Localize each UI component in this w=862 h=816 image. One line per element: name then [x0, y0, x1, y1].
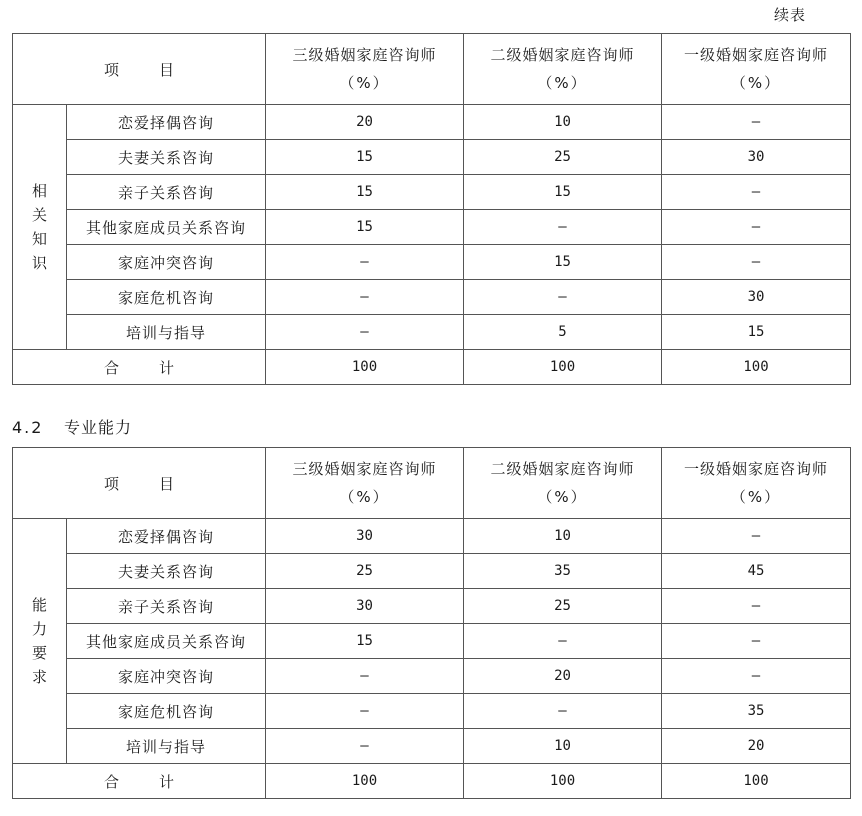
- category-char: 相: [31, 182, 47, 200]
- value-cell: 35: [464, 554, 662, 589]
- value-cell: 10: [464, 105, 662, 140]
- item-cell: 夫妻关系咨询: [67, 140, 266, 175]
- header-level-1: [266, 448, 464, 519]
- weight-table-skills: [12, 447, 851, 799]
- level-name: 二级婚姻家庭咨询师: [490, 46, 635, 64]
- continued-label: 续表: [774, 6, 807, 24]
- value-cell: —: [266, 659, 464, 694]
- level-name: 三级婚姻家庭咨询师: [292, 46, 437, 64]
- table-row: [13, 210, 851, 245]
- total-row: [13, 764, 851, 799]
- category-char: 知: [31, 230, 47, 248]
- table-row: [13, 729, 851, 764]
- header-level-2: [464, 34, 662, 105]
- category-char: 力: [31, 620, 47, 638]
- header-item: 项目: [13, 448, 266, 519]
- total-value: 100: [464, 764, 662, 799]
- header-level-2: [464, 448, 662, 519]
- level-name: 二级婚姻家庭咨询师: [490, 460, 635, 478]
- total-row: [13, 350, 851, 385]
- item-cell: 恋爱择偶咨询: [67, 519, 266, 554]
- item-cell: 培训与指导: [67, 729, 266, 764]
- level-name: 一级婚姻家庭咨询师: [684, 46, 829, 64]
- value-cell: —: [266, 315, 464, 350]
- value-cell: 30: [662, 280, 851, 315]
- value-cell: —: [662, 175, 851, 210]
- item-cell: 家庭危机咨询: [67, 694, 266, 729]
- total-value: 100: [662, 350, 851, 385]
- value-cell: 35: [662, 694, 851, 729]
- value-cell: —: [662, 210, 851, 245]
- value-cell: 30: [266, 519, 464, 554]
- value-cell: 15: [662, 315, 851, 350]
- value-cell: 45: [662, 554, 851, 589]
- header-row: [13, 448, 851, 519]
- item-cell: 家庭危机咨询: [67, 280, 266, 315]
- value-cell: 5: [464, 315, 662, 350]
- value-cell: 25: [464, 589, 662, 624]
- section-title: 专业能力: [64, 418, 133, 437]
- total-label: 合计: [13, 764, 266, 799]
- category-char: 能: [31, 596, 47, 614]
- category-cell: [13, 105, 67, 350]
- level-unit: （%）: [537, 74, 588, 92]
- value-cell: —: [464, 624, 662, 659]
- item-cell: 其他家庭成员关系咨询: [67, 210, 266, 245]
- total-value: 100: [464, 350, 662, 385]
- value-cell: 15: [464, 245, 662, 280]
- value-cell: 10: [464, 519, 662, 554]
- table-row: [13, 245, 851, 280]
- item-cell: 家庭冲突咨询: [67, 245, 266, 280]
- category-cell: [13, 519, 67, 764]
- category-char: 关: [31, 206, 47, 224]
- value-cell: —: [464, 280, 662, 315]
- table-row: [13, 589, 851, 624]
- value-cell: —: [266, 245, 464, 280]
- value-cell: —: [662, 589, 851, 624]
- value-cell: 10: [464, 729, 662, 764]
- item-cell: 恋爱择偶咨询: [67, 105, 266, 140]
- weight-table-knowledge: [12, 33, 851, 385]
- value-cell: —: [266, 694, 464, 729]
- value-cell: 20: [662, 729, 851, 764]
- section-heading: [12, 415, 132, 438]
- value-cell: —: [662, 245, 851, 280]
- value-cell: —: [266, 729, 464, 764]
- total-value: 100: [266, 350, 464, 385]
- table-row: [13, 554, 851, 589]
- table-row: [13, 280, 851, 315]
- value-cell: 20: [464, 659, 662, 694]
- table-row: [13, 694, 851, 729]
- level-unit: （%）: [537, 488, 588, 506]
- value-cell: —: [662, 105, 851, 140]
- level-unit: （%）: [339, 74, 390, 92]
- category-char: 识: [31, 254, 47, 272]
- value-cell: —: [464, 694, 662, 729]
- value-cell: 20: [266, 105, 464, 140]
- value-cell: 30: [662, 140, 851, 175]
- value-cell: —: [662, 624, 851, 659]
- table-row: [13, 315, 851, 350]
- item-cell: 亲子关系咨询: [67, 175, 266, 210]
- item-cell: 其他家庭成员关系咨询: [67, 624, 266, 659]
- table-row: [13, 175, 851, 210]
- level-unit: （%）: [339, 488, 390, 506]
- category-char: 求: [31, 668, 47, 686]
- table-row: [13, 519, 851, 554]
- header-level-1: [266, 34, 464, 105]
- table-row: [13, 140, 851, 175]
- header-level-3: [662, 448, 851, 519]
- level-name: 一级婚姻家庭咨询师: [684, 460, 829, 478]
- value-cell: 30: [266, 589, 464, 624]
- value-cell: 25: [266, 554, 464, 589]
- value-cell: 15: [266, 175, 464, 210]
- header-item: 项目: [13, 34, 266, 105]
- total-label: 合计: [13, 350, 266, 385]
- section-number: 4.2: [12, 418, 44, 437]
- item-cell: 夫妻关系咨询: [67, 554, 266, 589]
- table-row: [13, 659, 851, 694]
- value-cell: 15: [266, 140, 464, 175]
- value-cell: —: [464, 210, 662, 245]
- item-cell: 亲子关系咨询: [67, 589, 266, 624]
- level-unit: （%）: [730, 488, 782, 506]
- total-value: 100: [662, 764, 851, 799]
- table-row: [13, 624, 851, 659]
- header-row: [13, 34, 851, 105]
- level-unit: （%）: [730, 74, 782, 92]
- item-cell: 家庭冲突咨询: [67, 659, 266, 694]
- level-name: 三级婚姻家庭咨询师: [292, 460, 437, 478]
- header-level-3: [662, 34, 851, 105]
- value-cell: 15: [266, 210, 464, 245]
- value-cell: 15: [266, 624, 464, 659]
- category-char: 要: [31, 644, 47, 662]
- total-value: 100: [266, 764, 464, 799]
- item-cell: 培训与指导: [67, 315, 266, 350]
- value-cell: —: [266, 280, 464, 315]
- value-cell: 25: [464, 140, 662, 175]
- value-cell: —: [662, 659, 851, 694]
- table-row: [13, 105, 851, 140]
- value-cell: —: [662, 519, 851, 554]
- value-cell: 15: [464, 175, 662, 210]
